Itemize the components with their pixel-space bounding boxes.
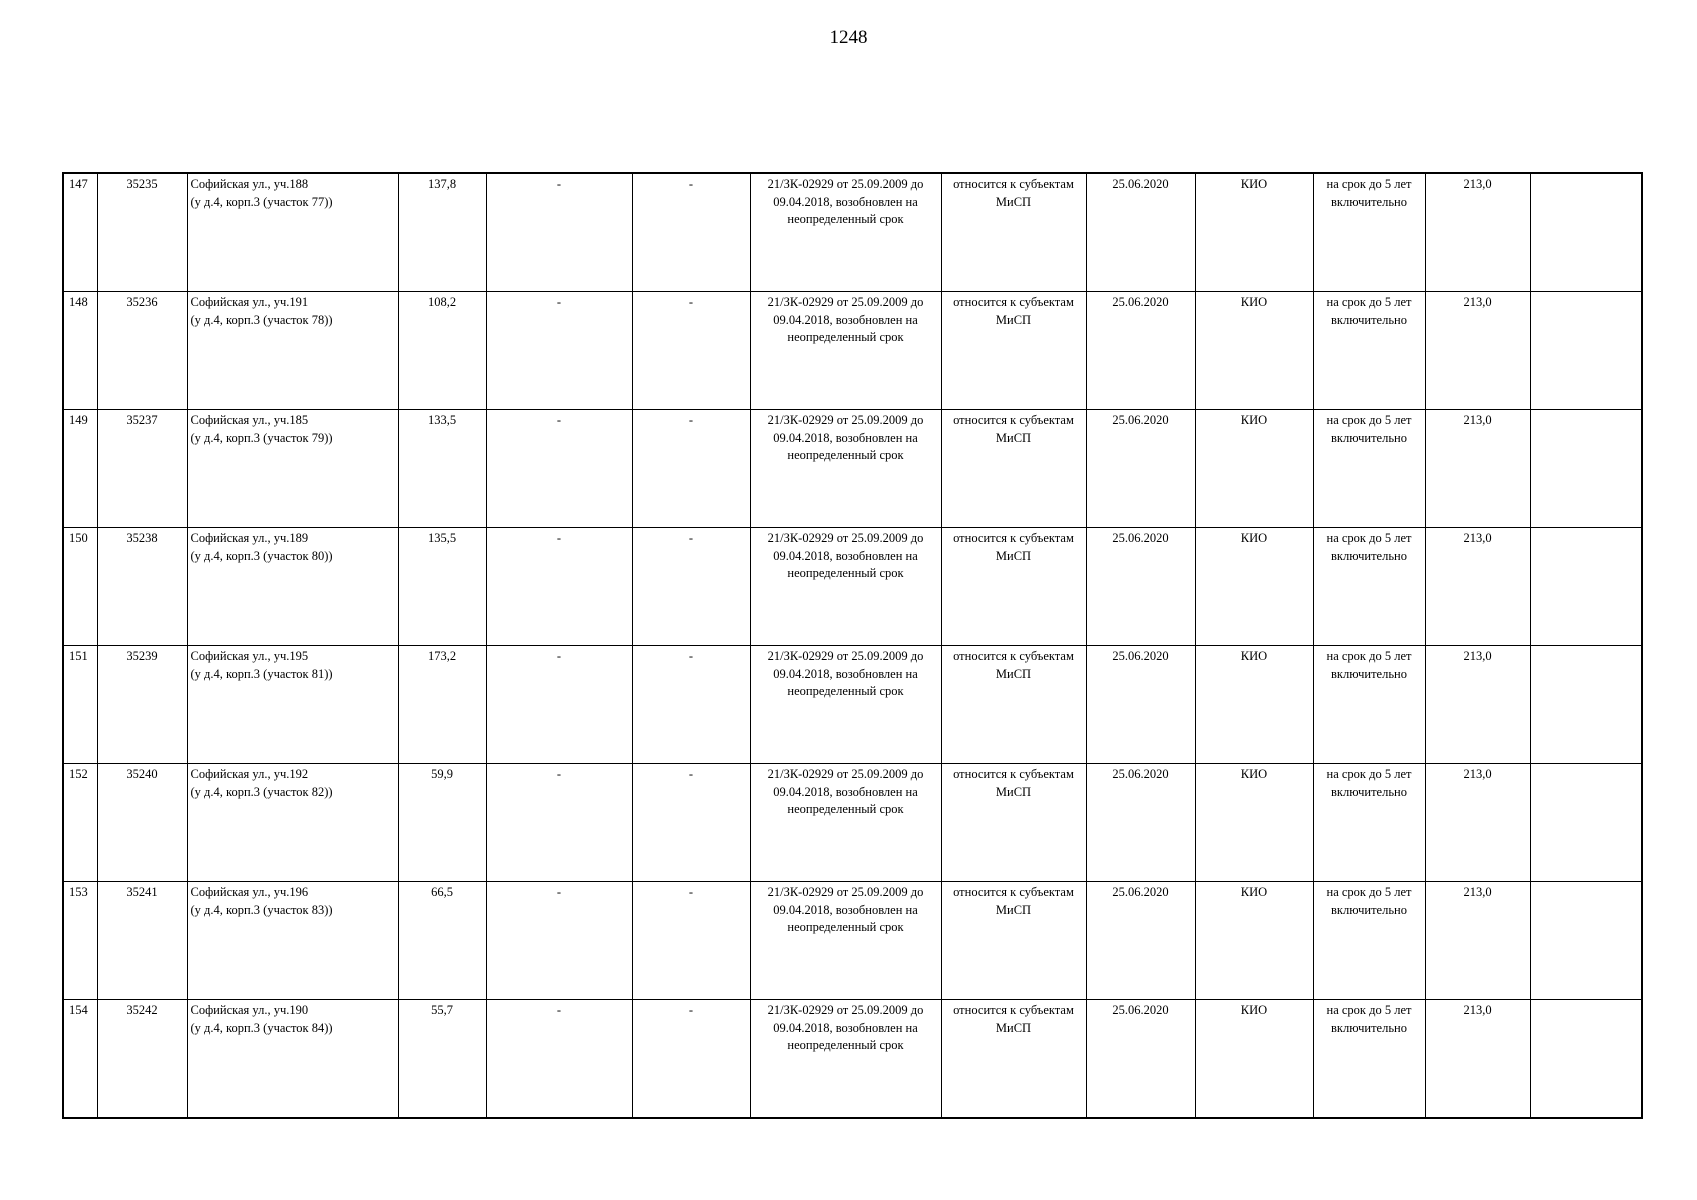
category-cell: относится к субъектам МиСП xyxy=(941,528,1086,646)
column-6-cell: - xyxy=(632,1000,750,1119)
column-5-cell: - xyxy=(486,764,632,882)
address-cell xyxy=(187,764,398,882)
table-row xyxy=(63,646,1642,764)
address-street: Софийская ул., уч.189 xyxy=(190,531,309,545)
note-cell xyxy=(1530,882,1642,1000)
table-row xyxy=(63,173,1642,292)
column-6-cell: - xyxy=(632,173,750,292)
column-5-cell: - xyxy=(486,173,632,292)
organization-cell: КИО xyxy=(1195,646,1313,764)
contract-cell: 21/ЗК-02929 от 25.09.2009 до 09.04.2018, возобновлен на неопределенный срок xyxy=(750,646,941,764)
address-street: Софийская ул., уч.188 xyxy=(190,177,309,191)
table-row xyxy=(63,882,1642,1000)
organization-cell: КИО xyxy=(1195,1000,1313,1119)
object-code: 35239 xyxy=(97,646,187,764)
column-5-cell: - xyxy=(486,410,632,528)
column-6-cell: - xyxy=(632,292,750,410)
value-cell: 213,0 xyxy=(1425,882,1530,1000)
term-cell: на срок до 5 лет включительно xyxy=(1313,882,1425,1000)
date-cell: 25.06.2020 xyxy=(1086,646,1195,764)
address-street: Софийская ул., уч.196 xyxy=(190,885,309,899)
area-cell: 137,8 xyxy=(398,173,486,292)
category-cell: относится к субъектам МиСП xyxy=(941,292,1086,410)
category-cell: относится к субъектам МиСП xyxy=(941,1000,1086,1119)
value-cell: 213,0 xyxy=(1425,292,1530,410)
object-code: 35236 xyxy=(97,292,187,410)
term-cell: на срок до 5 лет включительно xyxy=(1313,1000,1425,1119)
date-cell: 25.06.2020 xyxy=(1086,173,1195,292)
address-cell xyxy=(187,1000,398,1119)
term-cell: на срок до 5 лет включительно xyxy=(1313,292,1425,410)
organization-cell: КИО xyxy=(1195,882,1313,1000)
row-index: 147 xyxy=(63,173,97,292)
row-index: 151 xyxy=(63,646,97,764)
column-6-cell: - xyxy=(632,882,750,1000)
address-street: Софийская ул., уч.195 xyxy=(190,649,309,663)
address-cell xyxy=(187,410,398,528)
date-cell: 25.06.2020 xyxy=(1086,292,1195,410)
contract-cell: 21/ЗК-02929 от 25.09.2009 до 09.04.2018, возобновлен на неопределенный срок xyxy=(750,173,941,292)
address-location: (у д.4, корп.3 (участок 77)) xyxy=(190,194,333,209)
area-cell: 173,2 xyxy=(398,646,486,764)
row-index: 148 xyxy=(63,292,97,410)
area-cell: 55,7 xyxy=(398,1000,486,1119)
note-cell xyxy=(1530,764,1642,882)
column-5-cell: - xyxy=(486,882,632,1000)
address-cell xyxy=(187,173,398,292)
value-cell: 213,0 xyxy=(1425,764,1530,882)
address-location: (у д.4, корп.3 (участок 79)) xyxy=(190,430,333,445)
column-6-cell: - xyxy=(632,410,750,528)
contract-cell: 21/ЗК-02929 от 25.09.2009 до 09.04.2018, возобновлен на неопределенный срок xyxy=(750,528,941,646)
address-cell xyxy=(187,528,398,646)
term-cell: на срок до 5 лет включительно xyxy=(1313,173,1425,292)
value-cell: 213,0 xyxy=(1425,1000,1530,1119)
value-cell: 213,0 xyxy=(1425,173,1530,292)
row-index: 150 xyxy=(63,528,97,646)
date-cell: 25.06.2020 xyxy=(1086,528,1195,646)
category-cell: относится к субъектам МиСП xyxy=(941,410,1086,528)
row-index: 149 xyxy=(63,410,97,528)
row-index: 153 xyxy=(63,882,97,1000)
address-street: Софийская ул., уч.192 xyxy=(190,767,309,781)
date-cell: 25.06.2020 xyxy=(1086,410,1195,528)
note-cell xyxy=(1530,646,1642,764)
area-cell: 108,2 xyxy=(398,292,486,410)
contract-cell: 21/ЗК-02929 от 25.09.2009 до 09.04.2018, возобновлен на неопределенный срок xyxy=(750,764,941,882)
address-location: (у д.4, корп.3 (участок 80)) xyxy=(190,548,333,563)
address-location: (у д.4, корп.3 (участок 78)) xyxy=(190,312,333,327)
organization-cell: КИО xyxy=(1195,173,1313,292)
contract-cell: 21/ЗК-02929 от 25.09.2009 до 09.04.2018, возобновлен на неопределенный срок xyxy=(750,410,941,528)
contract-cell: 21/ЗК-02929 от 25.09.2009 до 09.04.2018, возобновлен на неопределенный срок xyxy=(750,1000,941,1119)
term-cell: на срок до 5 лет включительно xyxy=(1313,646,1425,764)
value-cell: 213,0 xyxy=(1425,646,1530,764)
column-5-cell: - xyxy=(486,292,632,410)
contract-cell: 21/ЗК-02929 от 25.09.2009 до 09.04.2018, возобновлен на неопределенный срок xyxy=(750,882,941,1000)
address-location: (у д.4, корп.3 (участок 81)) xyxy=(190,666,333,681)
category-cell: относится к субъектам МиСП xyxy=(941,764,1086,882)
term-cell: на срок до 5 лет включительно xyxy=(1313,764,1425,882)
organization-cell: КИО xyxy=(1195,528,1313,646)
note-cell xyxy=(1530,1000,1642,1119)
date-cell: 25.06.2020 xyxy=(1086,882,1195,1000)
object-code: 35242 xyxy=(97,1000,187,1119)
note-cell xyxy=(1530,528,1642,646)
area-cell: 66,5 xyxy=(398,882,486,1000)
address-cell xyxy=(187,646,398,764)
value-cell: 213,0 xyxy=(1425,528,1530,646)
object-code: 35237 xyxy=(97,410,187,528)
column-5-cell: - xyxy=(486,528,632,646)
table-row xyxy=(63,764,1642,882)
area-cell: 133,5 xyxy=(398,410,486,528)
contract-cell: 21/ЗК-02929 от 25.09.2009 до 09.04.2018, возобновлен на неопределенный срок xyxy=(750,292,941,410)
area-cell: 59,9 xyxy=(398,764,486,882)
object-code: 35238 xyxy=(97,528,187,646)
note-cell xyxy=(1530,410,1642,528)
date-cell: 25.06.2020 xyxy=(1086,764,1195,882)
column-5-cell: - xyxy=(486,1000,632,1119)
object-code: 35241 xyxy=(97,882,187,1000)
table-row xyxy=(63,292,1642,410)
row-index: 152 xyxy=(63,764,97,882)
object-code: 35240 xyxy=(97,764,187,882)
page-number: 1248 xyxy=(829,27,868,48)
row-index: 154 xyxy=(63,1000,97,1119)
date-cell: 25.06.2020 xyxy=(1086,1000,1195,1119)
address-cell xyxy=(187,882,398,1000)
note-cell xyxy=(1530,292,1642,410)
object-code: 35235 xyxy=(97,173,187,292)
term-cell: на срок до 5 лет включительно xyxy=(1313,528,1425,646)
organization-cell: КИО xyxy=(1195,764,1313,882)
category-cell: относится к субъектам МиСП xyxy=(941,646,1086,764)
address-location: (у д.4, корп.3 (участок 82)) xyxy=(190,784,333,799)
registry-table xyxy=(62,172,1643,1119)
note-cell xyxy=(1530,173,1642,292)
organization-cell: КИО xyxy=(1195,410,1313,528)
column-5-cell: - xyxy=(486,646,632,764)
table-row xyxy=(63,528,1642,646)
term-cell: на срок до 5 лет включительно xyxy=(1313,410,1425,528)
table-body xyxy=(63,173,1642,1118)
table-row xyxy=(63,410,1642,528)
category-cell: относится к субъектам МиСП xyxy=(941,882,1086,1000)
column-6-cell: - xyxy=(632,764,750,882)
column-6-cell: - xyxy=(632,646,750,764)
address-location: (у д.4, корп.3 (участок 84)) xyxy=(190,1020,333,1035)
address-street: Софийская ул., уч.185 xyxy=(190,413,309,427)
column-6-cell: - xyxy=(632,528,750,646)
area-cell: 135,5 xyxy=(398,528,486,646)
address-street: Софийская ул., уч.190 xyxy=(190,1003,309,1017)
category-cell: относится к субъектам МиСП xyxy=(941,173,1086,292)
address-cell xyxy=(187,292,398,410)
organization-cell: КИО xyxy=(1195,292,1313,410)
table-row xyxy=(63,1000,1642,1119)
address-street: Софийская ул., уч.191 xyxy=(190,295,309,309)
value-cell: 213,0 xyxy=(1425,410,1530,528)
address-location: (у д.4, корп.3 (участок 83)) xyxy=(190,902,333,917)
